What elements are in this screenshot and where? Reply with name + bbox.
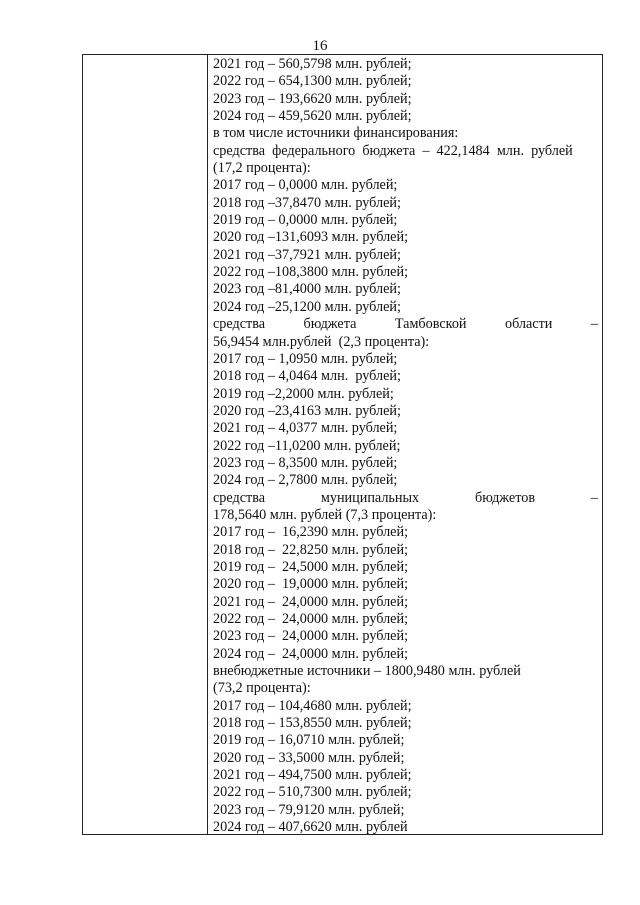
federal-year-line: 2017 год – 0,0000 млн. рублей; [213, 177, 398, 194]
municipal-year-line: 2023 год – 24,0000 млн. рублей; [213, 628, 409, 645]
regional-year-line: 2018 год – 4,0464 млн. рублей; [213, 368, 401, 385]
financing-table [82, 54, 603, 835]
heading-word: области [504, 316, 553, 333]
column-divider [207, 55, 208, 834]
regional-year-line: 2017 год – 1,0950 млн. рублей; [213, 350, 398, 367]
municipal-year-line: 2018 год – 22,8250 млн. рублей; [213, 541, 409, 558]
federal-budget-heading: средства федерального бюджета – 422,1484 млн. рублей [213, 142, 573, 159]
regional-budget-heading [213, 316, 598, 333]
federal-year-line: 2020 год –131,6093 млн. рублей; [213, 229, 409, 246]
municipal-year-line: 2020 год – 19,0000 млн. рублей; [213, 576, 409, 593]
federal-year-line: 2022 год –108,3800 млн. рублей; [213, 264, 409, 281]
extrabudget-year-line: 2018 год – 153,8550 млн. рублей; [213, 715, 412, 732]
text-line: 2021 год – 560,5798 млн. рублей; [213, 56, 412, 72]
municipal-budget-heading [213, 490, 598, 507]
regional-year-line: 2024 год – 2,7800 млн. рублей; [213, 472, 398, 489]
extrabudget-year-line: 2021 год – 494,7500 млн. рублей; [213, 767, 412, 784]
extrabudget-year-line: 2023 год – 79,9120 млн. рублей; [213, 801, 405, 818]
heading-word: бюджета [303, 316, 357, 333]
federal-year-line: 2024 год –25,1200 млн. рублей; [213, 298, 401, 315]
text-line: 2024 год – 459,5620 млн. рублей; [213, 108, 412, 125]
extrabudget-year-line: 2024 год – 407,6620 млн. рублей [213, 819, 408, 836]
heading-word: муниципальных [320, 489, 420, 506]
regional-year-line: 2022 год –11,0200 млн. рублей; [213, 437, 401, 454]
financing-text-column [213, 56, 598, 836]
extrabudget-year-line: 2017 год – 104,4680 млн. рублей; [213, 697, 412, 714]
page-number: 16 [312, 38, 328, 54]
federal-year-line: 2021 год –37,7921 млн. рублей; [213, 246, 401, 263]
municipal-budget-share: 178,5640 млн. рублей (7,3 процента): [213, 506, 437, 523]
regional-year-line: 2021 год – 4,0377 млн. рублей; [213, 420, 398, 437]
heading-word: – [590, 489, 598, 506]
text-line: 2023 год – 193,6620 млн. рублей; [213, 90, 412, 107]
extrabudget-heading: внебюджетные источники – 1800,9480 млн. рублей [213, 663, 521, 680]
municipal-year-line: 2019 год – 24,5000 млн. рублей; [213, 558, 409, 575]
heading-word: средства [213, 316, 266, 333]
municipal-year-line: 2017 год – 16,2390 млн. рублей; [213, 524, 409, 541]
heading-word: бюджетов [474, 489, 536, 506]
regional-budget-share: 56,9454 млн.рублей (2,3 процента): [213, 333, 430, 350]
municipal-year-line: 2022 год – 24,0000 млн. рублей; [213, 611, 409, 627]
sources-heading: в том числе источники финансирования: [213, 125, 459, 142]
regional-year-line: 2023 год – 8,3500 млн. рублей; [213, 454, 398, 471]
municipal-year-line: 2021 год – 24,0000 млн. рублей; [213, 593, 409, 610]
extrabudget-share: (73,2 процента): [213, 680, 311, 697]
regional-year-line: 2020 год –23,4163 млн. рублей; [213, 402, 401, 419]
federal-year-line: 2019 год – 0,0000 млн. рублей; [213, 212, 398, 229]
federal-budget-share: (17,2 процента): [213, 160, 311, 177]
text-line: 2022 год – 654,1300 млн. рублей; [213, 73, 412, 90]
extrabudget-year-line: 2022 год – 510,7300 млн. рублей; [213, 784, 412, 801]
heading-word: – [590, 316, 598, 333]
heading-word: средства [213, 489, 266, 506]
regional-year-line: 2019 год –2,2000 млн. рублей; [213, 385, 394, 402]
extrabudget-year-line: 2019 год – 16,0710 млн. рублей; [213, 732, 405, 749]
heading-word: Тамбовской [394, 316, 467, 333]
federal-year-line: 2018 год –37,8470 млн. рублей; [213, 194, 401, 211]
municipal-year-line: 2024 год – 24,0000 млн. рублей; [213, 645, 409, 662]
extrabudget-year-line: 2020 год – 33,5000 млн. рублей; [213, 749, 405, 766]
federal-year-line: 2023 год –81,4000 млн. рублей; [213, 281, 401, 298]
